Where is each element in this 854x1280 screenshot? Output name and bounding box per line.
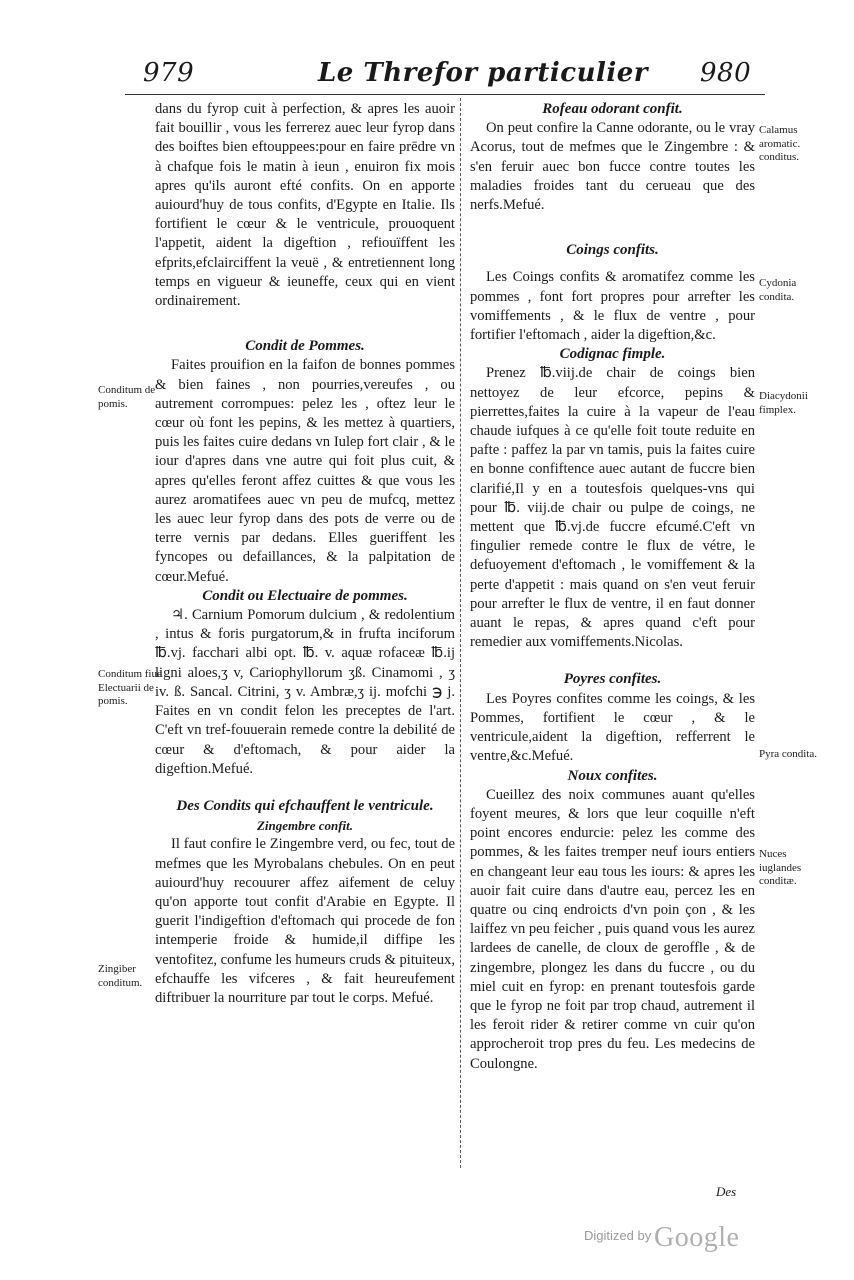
left-heading-3: Des Condits qui efchauffent le ventricule. [176,797,434,814]
margin-note-cydonia: Cydonia condita. [759,277,797,303]
left-paragraph-2: Faites prouifion en la faifon de bonnes pommes & bien faines , non pourries,vereufes , ou autrement corrompues: pelez les , oftez leur le cœur où font les pepins, & les mettez à quartiers, puis les faites cuire dedans vn Iulep fort clair , & le iour d'apres dans vne autre qui foit plus cuit, & apres qu'elles feront affez cuittes & que vous les aurez aromatifees auec vn peu de mufcq, mettez les auec leur fyrop dans des pots de verre ou de terre vernis par dedans. Elles gueriffent les fyncopes ou defaillances, & la palpitation de cœur.Mefué. [155,357,455,585]
left-paragraph-4: Il faut confire le Zingembre verd, ou fec, tout de mefmes que les Myrobalans chebules. On en peut auiourd'huy recouurer affez aifement de celuy qu'on apporte tout confit d'Arabie en Egypte. Il guerit l'indigeftion d'eftomach qui procede de fon intemperie froide & humide,il diffipe les ventofitez, confume les humeurs cruds & pituiteux, efchauffe les vifceres , & fait heureufement diftribuer la nourriture par tout le corps. Mefué. [155,836,455,1006]
right-paragraph-3: Prenez ℔.viij.de chair de coings bien nettoyez de leur efcorce, pepins & pierrettes,faites la cuire à la vapeur de l'eau chaude iufques à ce qu'elle foit toute reduite en pafte : paffez la par vn tamis, puis la faites cuire en bonne confiftence auec autant de fuccre bien clarifié,Il y en a toutesfois quelques-vns qui pour ℔. viij.de chair ou pulpe de coings, ne mettent que ℔.vj.de fuccre efcumé.C'eft vn fingulier remede contre le flux de vétre, le defuoyement d'eftomach , le vomiffement & la perte d'appetit : mais quand on s'en veut feruir pour arrefter le flux de ventre, il en faut donner auant le repas, & apres quand c'eft pour remedier aux vomiffements.Nicolas. [470,365,755,651]
right-column [470,100,755,1074]
right-heading-3: Codignac fimple. [559,346,666,363]
right-heading-2: Coings confits. [566,242,659,259]
left-paragraph-1: dans du fyrop cuit à perfection, & apres les auoir fait bouillir , vous les ferrerez auec leur fyrop dans des boiftes bien eftouppees:pour en faire prēdre vn à chafque fois le matin à ieun , enuiron fix mois apres qu'ils auront efté confits. On en apporte auiourd'huy de tous confits, d'Egypte en Italie. Ils fortifient le cœur & le ventricule, prouoquent l'appetit, aident la digeftion , refiouïffent les efprits,efclairciffent la veuë , & entretiennent long temps en vigueur & ieuneffe, ceux qui en vient ordinairement. [155,101,455,310]
margin-note-calamus: Calamus aromatic. conditus. [759,124,801,163]
left-column [155,100,455,1008]
catchword: Des [716,1184,737,1199]
margin-note-nuces: Nuces iuglandes conditæ. [759,848,802,887]
column-divider [460,98,462,1168]
right-heading-4: Poyres confites. [563,671,662,688]
page-number-right: 980 [700,58,752,88]
right-paragraph-4: Les Poyres confites comme les coings, & les Pommes, fortifient le cœur , & le ventricule,aident la digeftion, refferrent le ventre,&c.Mefué. [470,690,755,765]
margin-note-conditum-pomis: Conditum de pomis. [98,384,156,410]
google-watermark-logo: Google [654,1222,740,1253]
right-heading-5: Noux confites. [567,767,658,784]
right-paragraph-1: On peut confire la Canne odorante, ou le vray Acorus, tout de mefmes que le Zingembre : & s'en feruir auec bon fucce contre toutes les maladies froides tant du cerueau que des nerfs.Mefué. [470,120,755,214]
left-heading-4: Zingembre confit. [256,818,354,834]
margin-note-electuarii: Conditum fiue Electuarii de pomis. [98,668,162,707]
margin-note-pyra: Pyra condita. [759,748,818,760]
digitized-by-label: Digitized by [584,1228,652,1243]
left-heading-1: Condit de Pommes. [245,338,365,355]
header-rule [125,94,765,95]
running-title: Le Threfor particulier [318,58,648,88]
page-number-left: 979 [143,58,195,88]
margin-note-zingiber: Zingiber conditum. [98,963,143,989]
left-heading-2: Condit ou Electuaire de pommes. [202,587,408,604]
right-paragraph-5: Cueillez des noix communes auant qu'elles foyent meures, & lors que leur coquille n'eft point encores endurcie: pelez les comme des pommes, & les faites tremper neuf iours entiers en changeant leur eau tous les iours: & apres les auoir fait cuire dans d'autre eau, percez les en quatre ou cinq endroicts d'vn poin çon , & les laiffez vn peu feicher , puis quand vous les aurez lardees de canelle, de cloux de geroffle , & de zingembre, plongez les dans du fuccre , ou du miel cuit en fyrop: en prenant toutesfois garde que le fyrop ne foit par trop chaud, autrement il les feroit rider & retirer comme vn cuir qu'on approcheroit trop pres du feu. Les medecins de Coulongne. [470,786,756,1072]
left-paragraph-3: ♃. Carnium Pomorum dulcium , & redolentium , intus & foris purgatorum,& in frufta inciforum ℔.vj. facchari albi opt. ℔. v. aquæ rofaceæ ℔.ij ligni aloes,ʒ v, Cariophyllorum ʒß. Cinamomi , ʒ iv. ß. Sancal. Citrini, ʒ v. Ambræ,ʒ ij. mofchi ℈ j. Faites en vn condit felon les preceptes de l'art. C'eft vn tref-fouuerain remede contre la debilité de cœur & d'eftomach, & pour aider la digeftion.Mefué. [155,607,455,777]
margin-note-diacydonii: Diacydonii fimplex. [759,390,808,416]
right-heading-1: Rofeau odorant confit. [542,101,683,117]
right-paragraph-2: Les Coings confits & aromatifez comme les pommes , font fort propres pour arrefter les vomiffements , & le flux de ventre , pour fortifier l'eftomach , aider la digeftion,&c. [470,269,755,344]
